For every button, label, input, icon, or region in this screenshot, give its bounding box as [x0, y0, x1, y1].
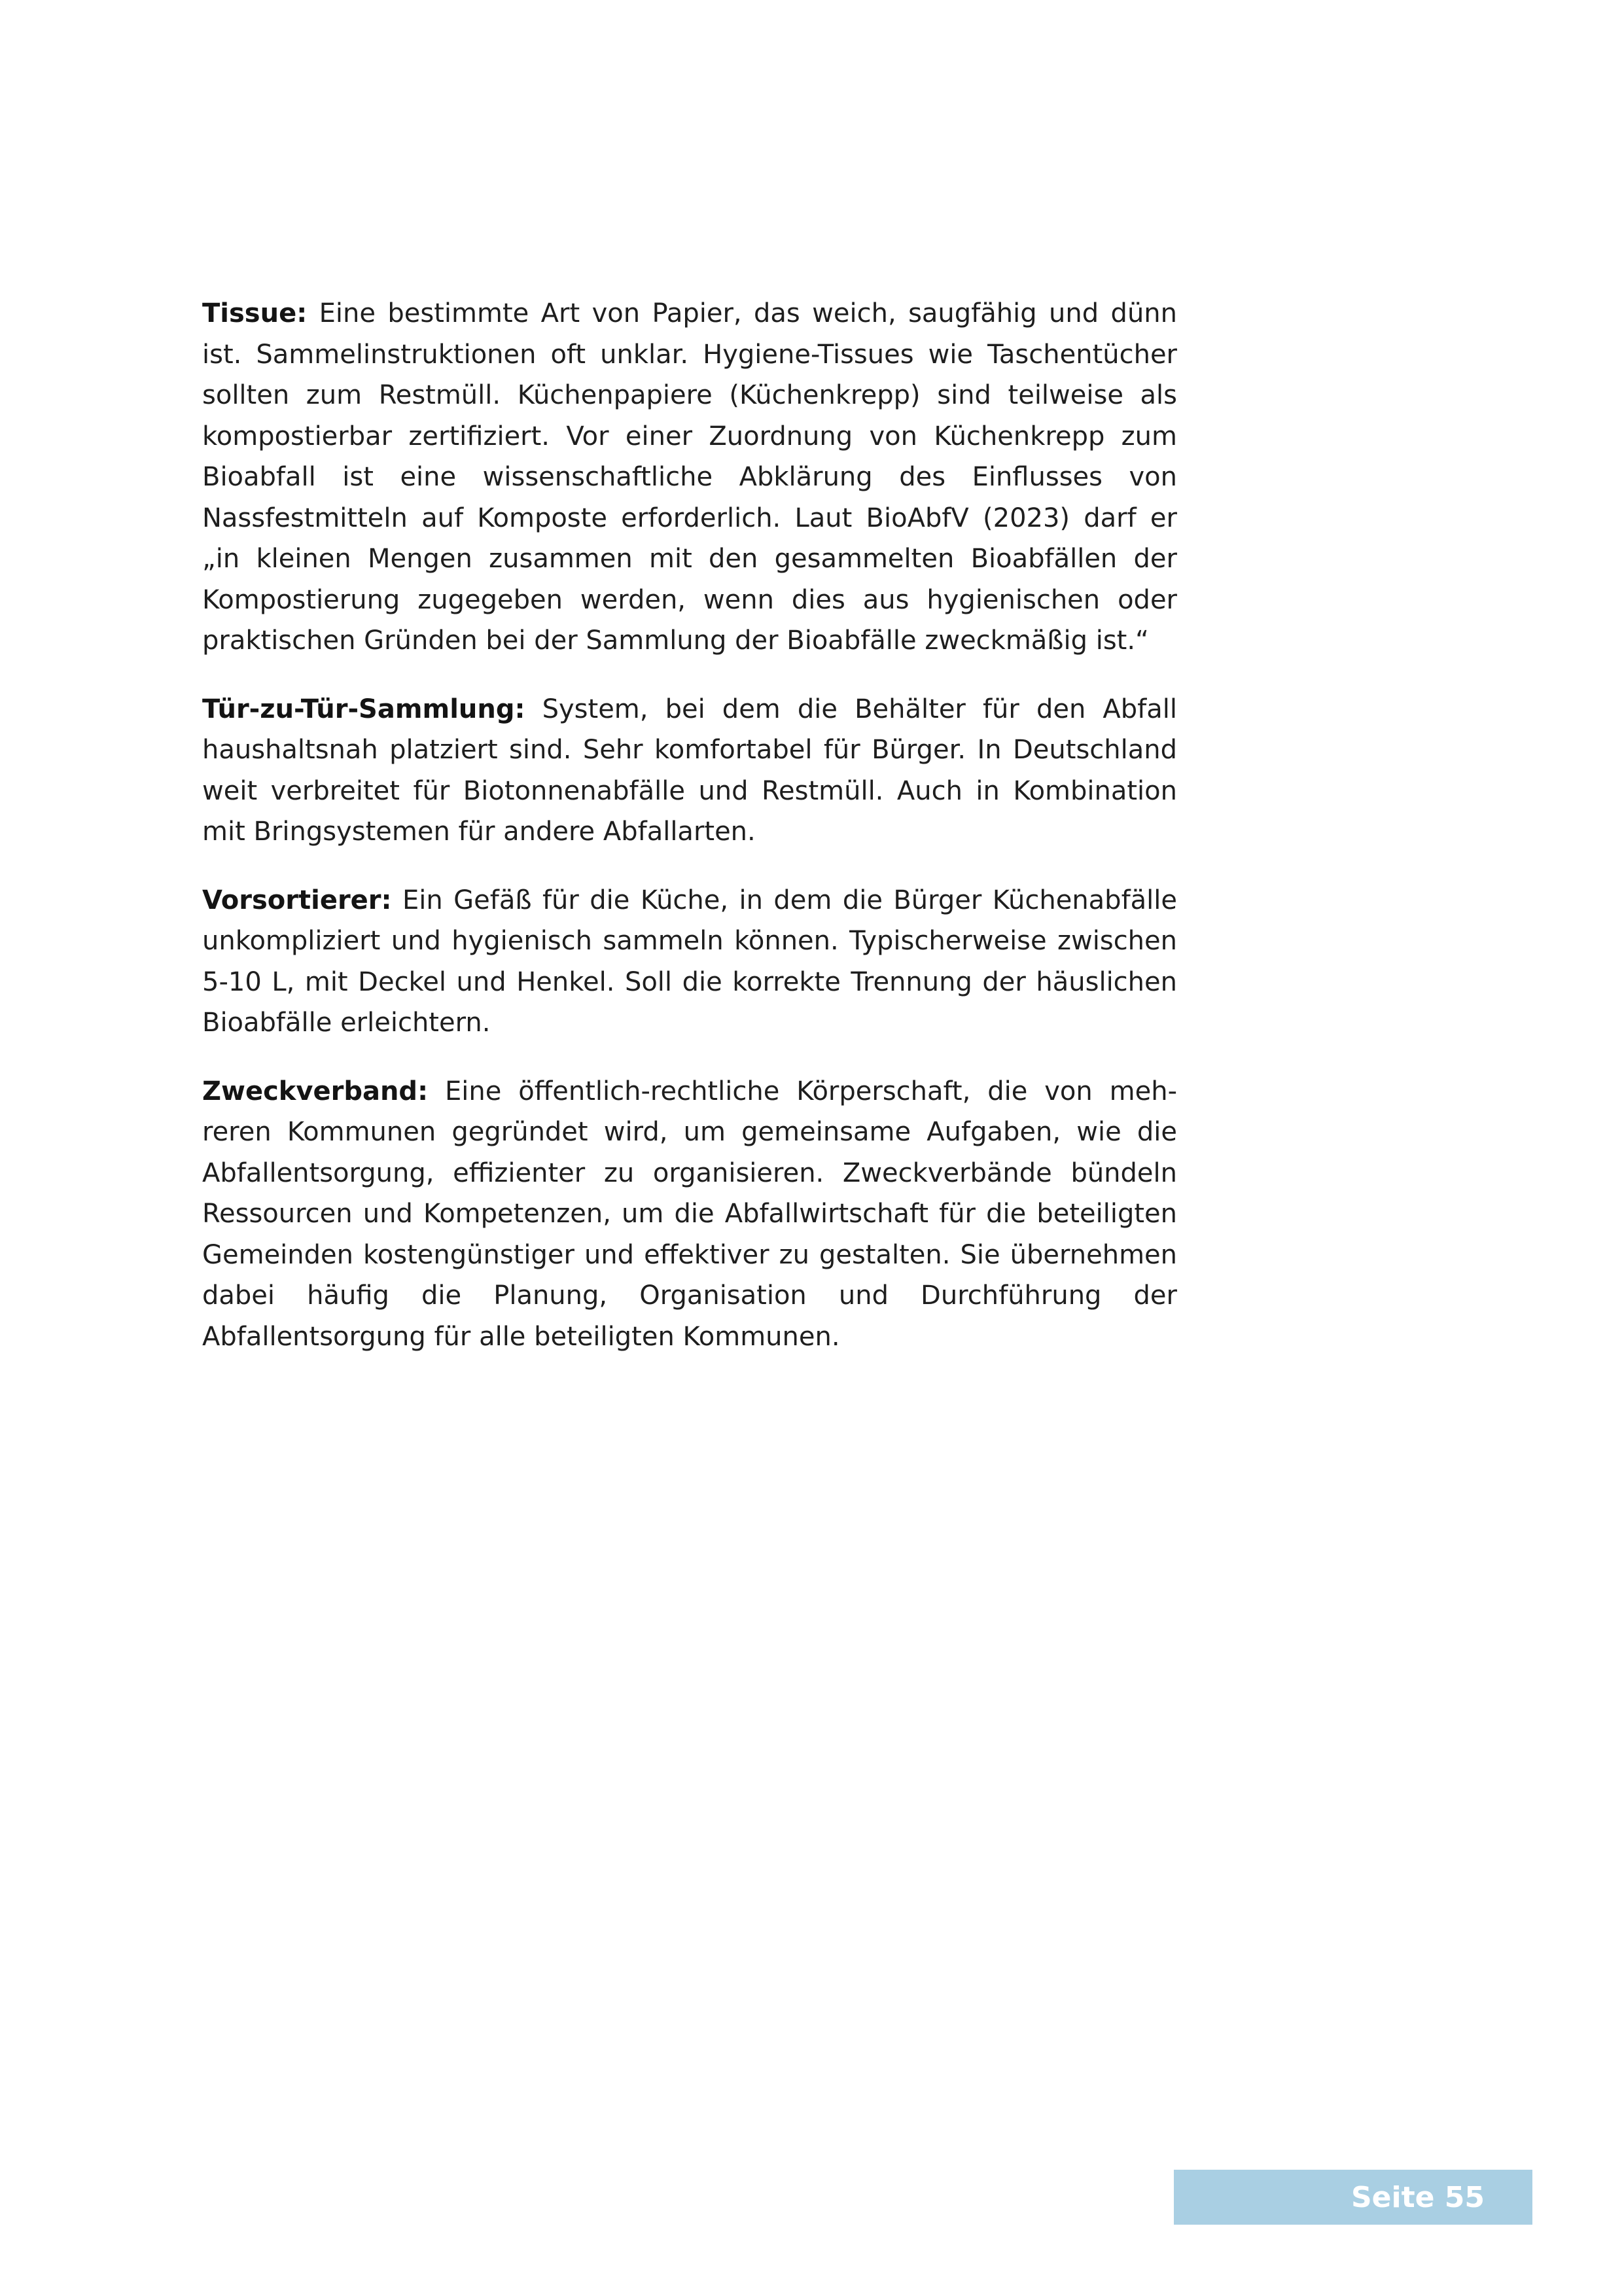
glossary-term: Zweckverband:: [202, 1076, 429, 1106]
page-number: Seite 55: [1350, 2180, 1485, 2214]
glossary-definition: System, bei dem die Behälter für den Abfall haushaltsnah platziert sind. Sehr komfortabel für Bürger. In Deutschland weit verbreitet für Biotonnenabfälle und Restmüll. Auch in Kombination mit Bringsystemen für andere Abfallarten.: [202, 694, 1177, 847]
glossary-entry-tissue: [202, 293, 1177, 662]
glossary-entry-vorsortierer: [202, 880, 1177, 1044]
glossary-definition: Ein Gefäß für die Küche, in dem die Bürger Küchenabfälle unkompliziert und hygienisch sammeln können. Typischerweise zwischen 5-10 L, mit Deckel und Henkel. Soll die korrekte Trennung der häuslichen Bioabfälle erleichtern.: [202, 885, 1177, 1038]
glossary-definition: Eine öffentlich-rechtliche Körperschaft, die von mehreren Kommunen gegründet wird, um gemeinsame Aufgaben, wie die Abfallentsorgung, effizienter zu organisieren. Zweckverbände bündeln Ressourcen und Kompetenzen, um die Abfallwirtschaft für die beteiligten Gemeinden kostengünstiger und effektiver zu gestalten. Sie übernehmen dabei häufig die Planung, Organisation und Durchführung der Abfallentsorgung für alle beteiligten Kommunen.: [202, 1076, 1177, 1352]
glossary-term: Tür-zu-Tür-Sammlung:: [202, 694, 525, 724]
page-number-badge: [1174, 2170, 1532, 2225]
glossary-entry-zweckverband: [202, 1071, 1177, 1358]
glossary-term: Vorsortierer:: [202, 885, 392, 915]
glossary-content: [202, 293, 1177, 1385]
glossary-definition: Eine bestimmte Art von Papier, das weich, saugfähig und dünn ist. Sammelinstruktionen oft unklar. Hygiene-Tissues wie Taschentücher sollten zum Restmüll. Küchenpapiere (Küchenkrepp) sind teilweise als kompostierbar zertifiziert. Vor einer Zuordnung von Küchenkrepp zum Bioabfall ist eine wissenschaftliche Abklärung des Einflusses von Nassfestmitteln auf Komposte erforderlich. Laut BioAbfV (2023) darf er „in kleinen Mengen zusammen mit den gesammelten Bioabfällen der Kompostierung zugegeben werden, wenn dies aus hygienischen oder praktischen Gründen bei der Sammlung der Bioabfälle zweckmäßig ist.“: [202, 298, 1177, 656]
glossary-entry-tuer-zu-tuer-sammlung: [202, 689, 1177, 853]
glossary-term: Tissue:: [202, 298, 308, 328]
